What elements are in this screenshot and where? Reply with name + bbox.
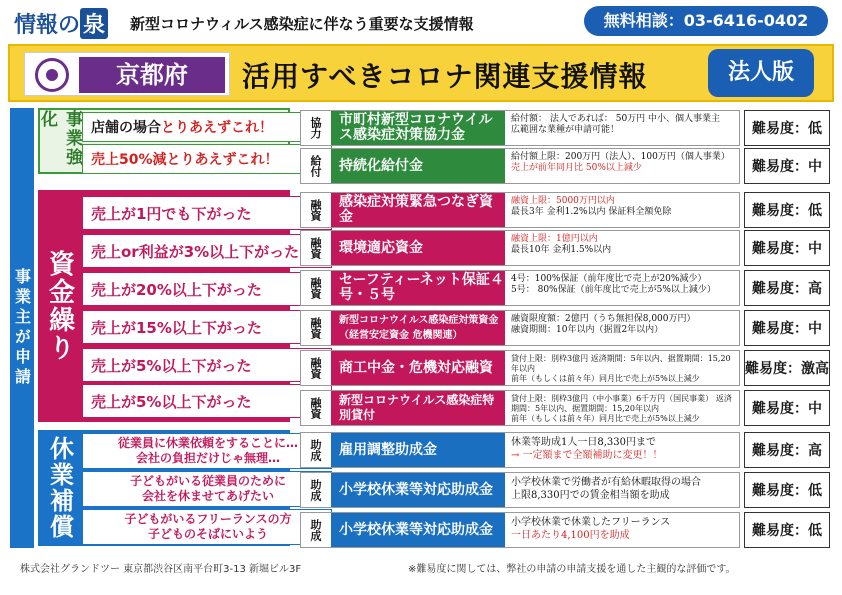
row-category: 助成 bbox=[301, 473, 329, 507]
row-program-name: セーフティーネット保証４号・５号 bbox=[331, 271, 505, 305]
item-line: 従業員に休業依頼をすることに… bbox=[117, 436, 298, 450]
row-detail bbox=[507, 111, 739, 145]
support-row bbox=[300, 350, 740, 386]
list-item bbox=[82, 112, 332, 142]
group-label: 事業強化 bbox=[40, 110, 80, 172]
row-detail bbox=[507, 473, 739, 507]
group-funding bbox=[38, 190, 300, 422]
detail-line: 小学校休業で休業したフリーランス bbox=[511, 517, 671, 528]
support-row bbox=[300, 148, 740, 184]
row-detail bbox=[507, 193, 739, 227]
brand-izumi: 泉 bbox=[80, 8, 108, 39]
company-info: 株式会社グランドツー 東京都渋谷区南平台町3-13 新堀ビル3F bbox=[20, 564, 302, 575]
item-emphasis: 売上50%減とりあえずこれ！ bbox=[91, 152, 279, 168]
row-program-name: 感染症対策緊急つなぎ資金 bbox=[331, 193, 505, 227]
detail-line: 前年（もしくは前々年）同月比で売上が5%以上減少 bbox=[511, 414, 700, 423]
list-item: 売上or利益が3%以上下がった bbox=[82, 234, 332, 268]
list-item: 売上が20%以上下がった bbox=[82, 272, 332, 306]
prefecture-name: 京都府 bbox=[79, 57, 225, 93]
detail-line: 休業等助成1人一日8,330円まで bbox=[511, 437, 656, 448]
row-program-name: 小学校休業等対応助成金 bbox=[331, 473, 505, 507]
row-category: 融資 bbox=[301, 391, 329, 425]
item-line: 会社を休ませてあげたい bbox=[141, 489, 274, 503]
detail-line: → 一定額まで全額補助に変更！！ bbox=[511, 450, 663, 461]
detail-line: 4号：100%保証（前年度比で売上が20%減少） bbox=[511, 274, 707, 284]
difficulty-badge: 難易度：激高 bbox=[744, 350, 830, 386]
row-detail bbox=[507, 311, 739, 345]
group-label: 資金繰り bbox=[44, 250, 75, 362]
row-detail bbox=[507, 149, 739, 183]
detail-line: 上限8,330円での賃金相当額を助成 bbox=[511, 490, 670, 501]
row-category: 協力 bbox=[301, 111, 329, 145]
row-category: 融資 bbox=[301, 231, 329, 265]
prefecture-box bbox=[24, 52, 230, 96]
detail-line: 最長10年 金利1.5%以内 bbox=[511, 245, 612, 255]
row-category: 融資 bbox=[301, 351, 329, 385]
difficulty-badge: 難易度：高 bbox=[744, 432, 830, 468]
detail-line: 売上が前年同月比 50%以上減少 bbox=[511, 163, 642, 173]
detail-line: 融資期間：10年以内（据置2年以内） bbox=[511, 325, 664, 335]
title-banner bbox=[8, 44, 834, 102]
row-category: 融資 bbox=[301, 271, 329, 305]
difficulty-badge: 難易度：低 bbox=[744, 472, 830, 508]
row-detail bbox=[507, 231, 739, 265]
row-program-name: 小学校休業等対応助成金 bbox=[331, 513, 505, 547]
support-row bbox=[300, 192, 740, 228]
row-program-name: 雇用調整助成金 bbox=[331, 433, 505, 467]
list-item: 売上が1円でも下がった bbox=[82, 196, 332, 230]
applicant-label: 事業主が申請 bbox=[10, 108, 34, 548]
support-row bbox=[300, 472, 740, 508]
phone-consult-badge[interactable]: 無料相談：03-6416-0402 bbox=[584, 6, 828, 36]
group-leave-compensation bbox=[38, 430, 298, 546]
row-program-name: 環境適応資金 bbox=[331, 231, 505, 265]
edition-badge: 法人版 bbox=[708, 49, 814, 97]
detail-line: 融資上限：5000万円以内 bbox=[511, 196, 615, 206]
row-program-name: 新型コロナウイルス感染症対策資金（経営安定資金 危機関連） bbox=[331, 311, 505, 345]
difficulty-badge: 難易度：中 bbox=[744, 310, 830, 346]
group-label: 休業補償 bbox=[45, 436, 75, 540]
row-category: 助成 bbox=[301, 433, 329, 467]
list-item: 売上が5%以上下がった bbox=[82, 348, 332, 382]
row-detail bbox=[507, 271, 739, 305]
detail-line: 小学校休業で労働者が有給休暇取得の場合 bbox=[511, 477, 701, 488]
brand-logo bbox=[14, 8, 108, 39]
detail-line: 5号： 80%保証（前年度比で売上が5%以上減少） bbox=[511, 285, 716, 295]
difficulty-badge: 難易度：中 bbox=[744, 148, 830, 184]
row-program-name: 新型コロナウイルス感染症特別貸付 bbox=[331, 391, 505, 425]
difficulty-badge: 難易度：低 bbox=[744, 110, 830, 146]
list-item bbox=[82, 433, 332, 469]
difficulty-badge: 難易度：中 bbox=[744, 230, 830, 266]
group-business-strengthen bbox=[38, 108, 290, 174]
detail-line: 最長3年 金利1.2%以内 保証料全額免除 bbox=[511, 207, 672, 217]
support-row bbox=[300, 390, 740, 426]
detail-line: 給付額上限：200万円（法人）、100万円（個人事業） bbox=[511, 152, 730, 162]
row-detail bbox=[507, 351, 739, 385]
page-subtitle: 新型コロナウィルス感染症に伴なう重要な支援情報 bbox=[130, 15, 474, 33]
row-category: 融資 bbox=[301, 193, 329, 227]
item-line: 子どものそばにいよう bbox=[147, 527, 268, 541]
footer bbox=[20, 560, 820, 575]
list-item bbox=[82, 144, 332, 174]
detail-line: 広範囲な業種が申請可能！ bbox=[511, 125, 620, 135]
list-item bbox=[82, 509, 332, 545]
row-detail bbox=[507, 433, 739, 467]
list-item: 売上が15%以上下がった bbox=[82, 310, 332, 344]
support-row bbox=[300, 432, 740, 468]
detail-line: 給付額： 法人であれば： 50万円 中小、個人事業主 bbox=[511, 114, 721, 124]
detail-line: 貸付上限：別枠3億円（中小事業）6千万円（国民事業） 返済期間：5年以内、据置期間：15,20年以内 bbox=[511, 394, 732, 413]
list-item: 売上が5%以上下がった bbox=[82, 384, 332, 418]
difficulty-note: ※難易度に関しては、弊社の申請の申請支援を通した主観的な評価です。 bbox=[408, 564, 736, 575]
item-line: 子どもがいるフリーランスの方 bbox=[124, 512, 292, 526]
support-row bbox=[300, 230, 740, 266]
item-text: 店舗の場合 bbox=[91, 120, 161, 136]
row-program-name: 持続化給付金 bbox=[331, 149, 505, 183]
detail-line: 融資上限：1億円以内 bbox=[511, 234, 598, 244]
row-program-name: 市町村新型コロナウイルス感染症対策協力金 bbox=[331, 111, 505, 145]
detail-line: 一日あたり4,100円を助成 bbox=[511, 530, 630, 541]
row-program-name: 商工中金・危機対応融資 bbox=[331, 351, 505, 385]
row-category: 助成 bbox=[301, 513, 329, 547]
banner-title: 活用すべきコロナ関連支援情報 bbox=[242, 60, 648, 93]
support-row bbox=[300, 512, 740, 548]
difficulty-badge: 難易度：高 bbox=[744, 270, 830, 306]
detail-line: 前年（もしくは前々年）同月比で売上が5%以上減少 bbox=[511, 374, 700, 383]
difficulty-badge: 難易度：低 bbox=[744, 512, 830, 548]
support-row bbox=[300, 110, 740, 146]
row-category: 給付 bbox=[301, 149, 329, 183]
detail-line: 融資限度額：2億円（うち無担保8,000万円） bbox=[511, 314, 696, 324]
support-row bbox=[300, 270, 740, 306]
item-line: 会社の負担だけじゃ無理… bbox=[135, 451, 280, 465]
item-emphasis: とりあえずこれ！ bbox=[161, 120, 273, 136]
row-category: 融資 bbox=[301, 311, 329, 345]
top-header bbox=[0, 0, 842, 42]
support-row bbox=[300, 310, 740, 346]
difficulty-badge: 難易度：中 bbox=[744, 390, 830, 426]
difficulty-badge: 難易度：低 bbox=[744, 192, 830, 228]
row-detail bbox=[507, 391, 739, 425]
brand-text: 情報の bbox=[14, 12, 81, 38]
list-item bbox=[82, 471, 332, 507]
detail-line: 貸付上限：別枠3億円 返済期間：5年以内、据置期間：15,20年以内 bbox=[511, 354, 731, 373]
item-line: 子どもがいる従業員のために bbox=[129, 474, 286, 488]
prefecture-crest-icon bbox=[35, 58, 69, 92]
row-detail bbox=[507, 513, 739, 547]
